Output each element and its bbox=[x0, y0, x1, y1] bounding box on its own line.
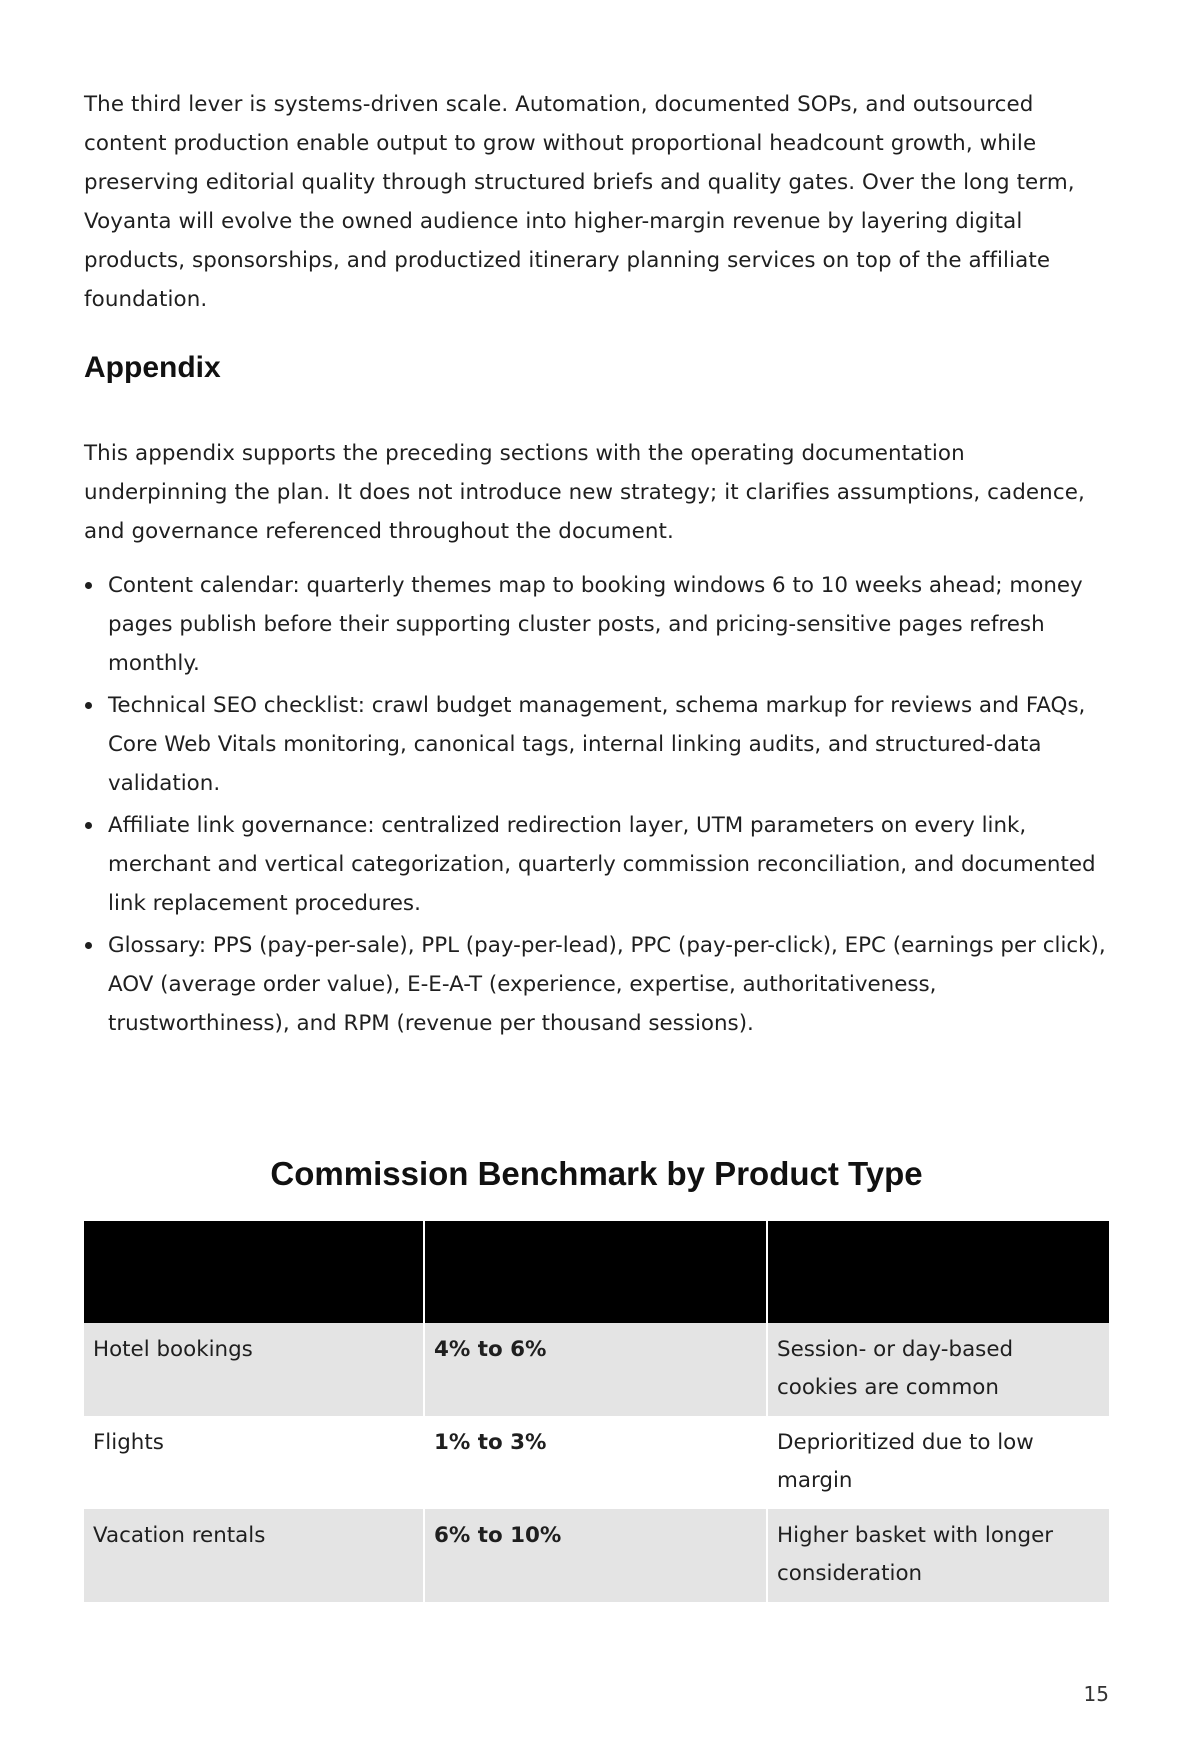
appendix-bullet-list bbox=[84, 566, 1109, 1046]
list-item bbox=[84, 806, 1109, 923]
list-item bbox=[84, 686, 1109, 803]
list-item-text: Affiliate link governance: centralized redirection layer, UTM parameters on every link, merchant and vertical categorization, quarterly commission reconciliation, and documented link replacement procedures. bbox=[108, 813, 1096, 916]
list-item-text: Glossary: PPS (pay-per-sale), PPL (pay-per-lead), PPC (pay-per-click), EPC (earnings per click), AOV (average order value), E-E-A-T (experience, expertise, authoritativeness, trustworthiness), and RPM (revenue per thousand sessions). bbox=[108, 933, 1106, 1036]
table-header-row bbox=[84, 1221, 1109, 1323]
commission-rate-cell: 1% to 3% bbox=[424, 1416, 767, 1509]
commission-benchmark-table bbox=[84, 1221, 1109, 1602]
note-cell: Higher basket with longer consideration bbox=[767, 1509, 1109, 1602]
bullet-icon bbox=[85, 582, 92, 589]
bullet-icon bbox=[85, 942, 92, 949]
list-item-text: Content calendar: quarterly themes map to booking windows 6 to 10 weeks ahead; money pages publish before their supporting cluster posts, and pricing-sensitive pages refresh monthly. bbox=[108, 573, 1083, 676]
list-item bbox=[84, 566, 1109, 683]
body-paragraph: The third lever is systems-driven scale. Automation, documented SOPs, and outsourced content production enable output to grow without proportional headcount growth, while preserving editorial quality through structured briefs and quality gates. Over the long term, Voyanta will evolve the owned audience into higher-margin revenue by layering digital products, sponsorships, and productized itinerary planning services on top of the affiliate foundation. bbox=[84, 92, 1075, 312]
page-number: 15 bbox=[1083, 1682, 1109, 1706]
table-row bbox=[84, 1323, 1109, 1416]
table-header-cell bbox=[767, 1221, 1109, 1323]
table-header-cell bbox=[424, 1221, 767, 1323]
appendix-intro-paragraph: This appendix supports the preceding sections with the operating documentation underpinning the plan. It does not introduce new strategy; it clarifies assumptions, cadence, and governance referenced throughout the document. bbox=[84, 441, 1085, 544]
product-type-cell: Vacation rentals bbox=[84, 1509, 424, 1602]
list-item bbox=[84, 926, 1109, 1043]
commission-rate-cell: 6% to 10% bbox=[424, 1509, 767, 1602]
note-cell: Session- or day-based cookies are common bbox=[767, 1323, 1109, 1416]
appendix-heading: Appendix bbox=[84, 351, 221, 384]
table-row bbox=[84, 1509, 1109, 1602]
list-item-text: Technical SEO checklist: crawl budget management, schema markup for reviews and FAQs, Core Web Vitals monitoring, canonical tags, internal linking audits, and structured-data validation. bbox=[108, 693, 1086, 796]
bullet-icon bbox=[85, 822, 92, 829]
note-cell: Deprioritized due to low margin bbox=[777, 1430, 1034, 1493]
product-type-cell: Hotel bookings bbox=[84, 1323, 424, 1416]
table-header-cell bbox=[84, 1221, 424, 1323]
table-row bbox=[84, 1416, 1109, 1509]
bullet-icon bbox=[85, 702, 92, 709]
table-title: Commission Benchmark by Product Type bbox=[270, 1155, 923, 1192]
product-type-cell: Flights bbox=[84, 1416, 424, 1509]
commission-rate-cell: 4% to 6% bbox=[424, 1323, 767, 1416]
